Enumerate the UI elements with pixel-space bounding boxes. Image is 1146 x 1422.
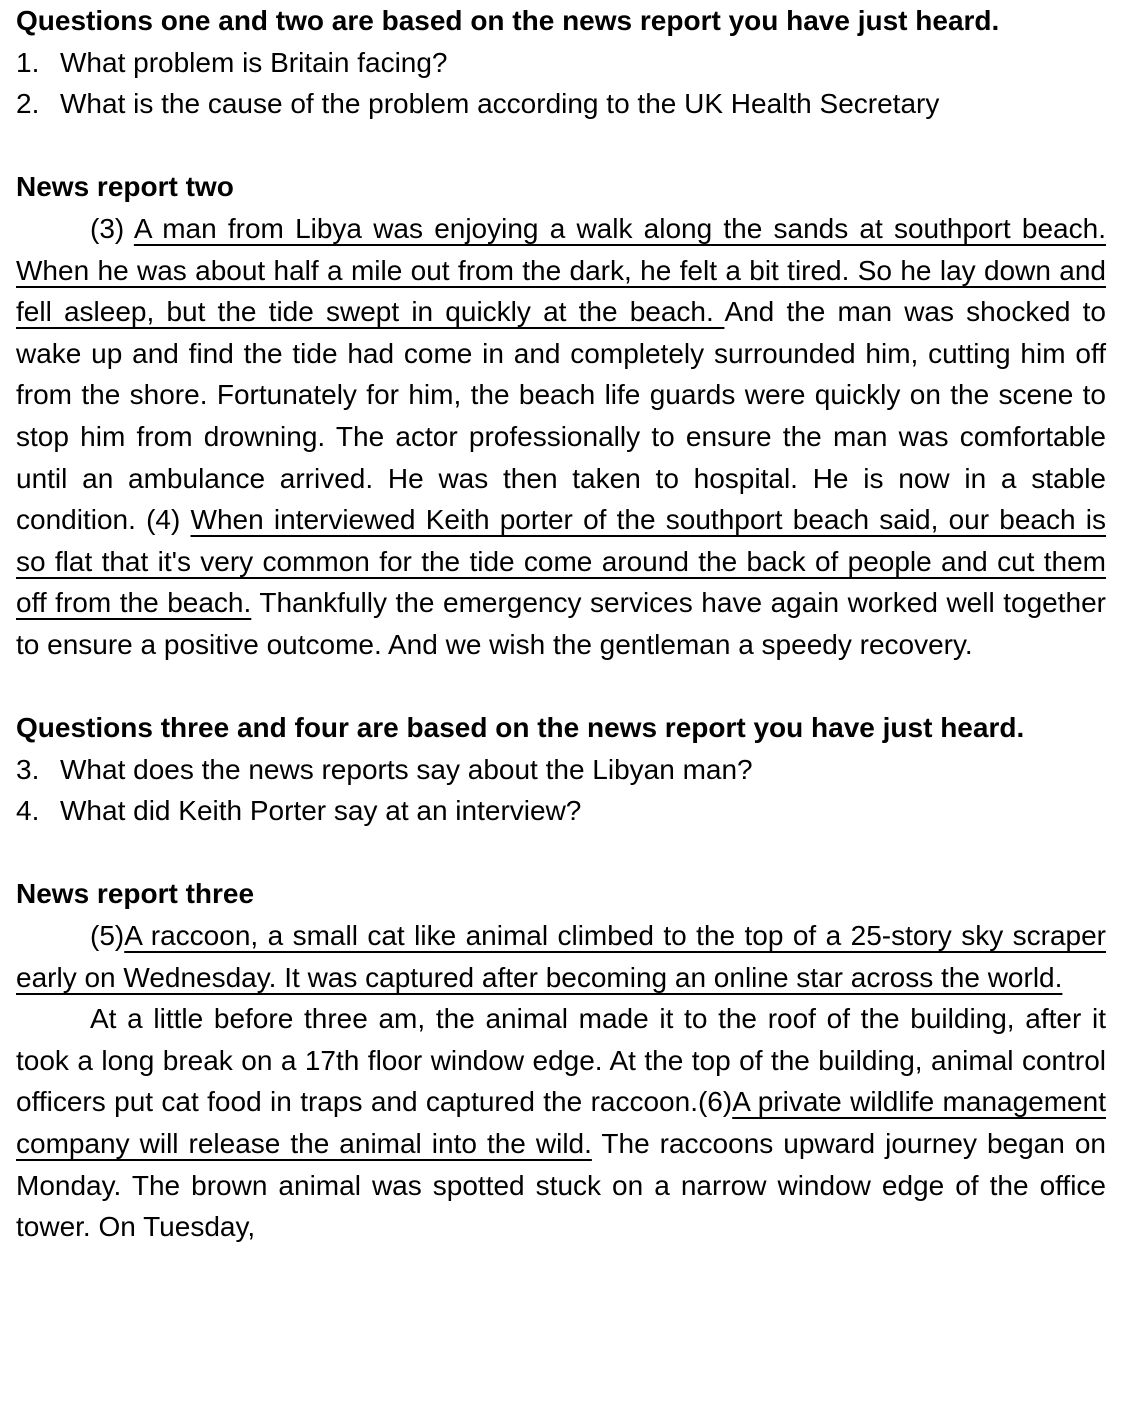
question-text: What did Keith Porter say at an interview? <box>60 795 582 827</box>
news-report-three-heading: News report three <box>16 878 255 910</box>
body-text: And the man was shocked to wake up and find the tide had come in and completely surrounded him, cutting him off from the shore. Fortunately for him, the beach life guards were quickly on the scene to stop him from drowning. The actor professionally to ensure the man was comfortable until an ambulance arrived. He was then taken to hospital. He is now in a stable condition. <box>16 296 1107 536</box>
question-text: What does the news reports say about the Libyan man? <box>60 753 753 785</box>
underlined-answer-3: A man from Libya was enjoying a walk along the sands at southport beach. When he was about half a mile out from the dark, he felt a bit tired. So he lay down and fell asleep, but the tide swept in quickly at the beach. <box>16 212 1106 328</box>
marker-4: (4) <box>146 504 191 536</box>
underlined-answer-6: A private wildlife management company will release the animal into the wild. <box>16 1086 1106 1160</box>
question-number: 4. <box>16 795 40 827</box>
question-text: What problem is Britain facing? <box>60 46 448 78</box>
question-number: 1. <box>16 46 40 78</box>
news-report-two-body <box>16 208 1106 666</box>
news-report-three-para1 <box>16 915 1106 998</box>
spacer <box>16 125 1106 167</box>
section2-heading: Questions three and four are based on the news report you have just heard. <box>16 712 1025 744</box>
news-report-three-para2 <box>16 998 1106 1248</box>
underlined-answer-5: A raccoon, a small cat like animal climbed to the top of a 25-story sky scraper early on Wednesday. It was captured after becoming an online star across the world. <box>16 920 1106 993</box>
marker-6: (6) <box>697 1086 733 1118</box>
question-text: What is the cause of the problem according to the UK Health Secretary <box>60 88 940 120</box>
marker-3: (3) <box>90 212 134 244</box>
body-text: The raccoons upward journey began on Monday. The brown animal was spotted stuck on a narrow window edge of the office tower. On Tuesday, <box>16 1128 1106 1243</box>
body-text: Thankfully the emergency services have again worked well together to ensure a positive outcome. And we wish the gentleman a speedy recovery. <box>16 587 1106 660</box>
question-2 <box>16 83 1106 125</box>
marker-5: (5) <box>90 920 125 952</box>
news-report-two-heading: News report two <box>16 171 234 203</box>
spacer <box>16 666 1106 708</box>
question-4 <box>16 790 1106 832</box>
question-3 <box>16 749 1106 791</box>
question-number: 2. <box>16 88 40 120</box>
question-1 <box>16 42 1106 84</box>
spacer <box>16 832 1106 874</box>
underlined-answer-4: When interviewed Keith porter of the southport beach said, our beach is so flat that it's very common for the tide come around the back of people and cut them off from the beach. <box>16 504 1107 619</box>
question-number: 3. <box>16 753 40 785</box>
section1-heading: Questions one and two are based on the news report you have just heard. <box>16 5 1000 36</box>
body-text: At a little before three am, the animal made it to the roof of the building, after it took a long break on a 17th floor window edge. At the top of the building, animal control officers put cat food in traps and captured the raccoon. <box>16 1003 1106 1118</box>
